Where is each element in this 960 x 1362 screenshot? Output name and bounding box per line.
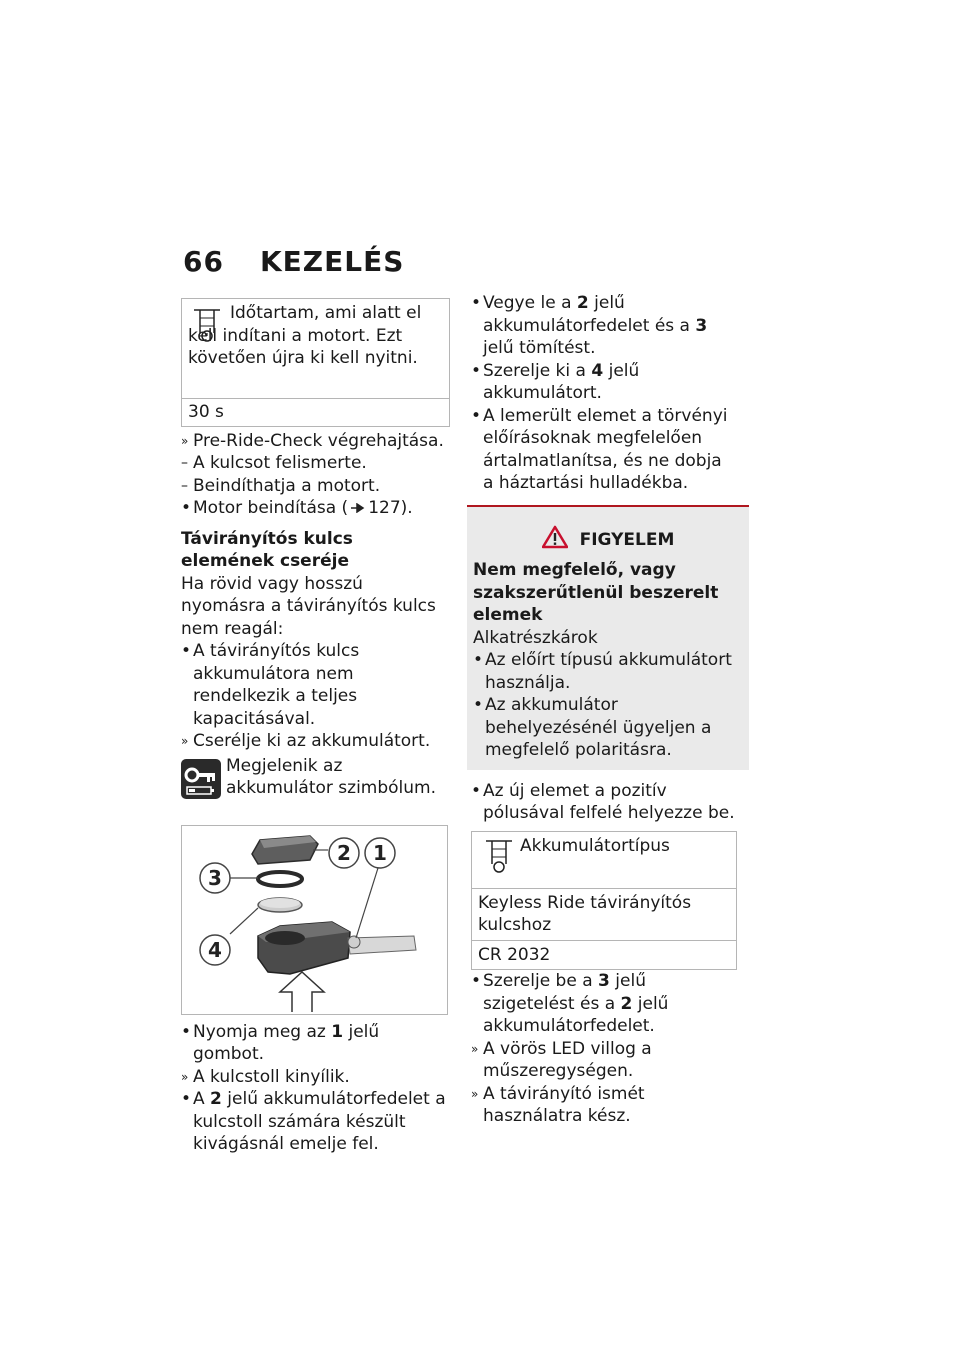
leader-line-1 [356, 868, 378, 938]
list-item: » Pre-Ride-Check végrehajtása. [181, 430, 444, 451]
warning-triangle-icon [542, 525, 568, 549]
callout-1 [365, 838, 395, 868]
battery-symbol-row [181, 755, 450, 803]
key-battery-symbol-icon [181, 759, 221, 799]
section-heading: Távirányítós kulcs elemének cseréje [181, 528, 353, 571]
callout-4 [200, 935, 230, 965]
callout-3 [200, 863, 230, 893]
list-item: – A kulcsot felismerte. [181, 453, 367, 473]
list-item: • Nyomja meg az 1 jelű gombot. [181, 1021, 380, 1064]
steps-list-1 [181, 430, 450, 520]
list-item: » A távirányító ismét használatra kész. [471, 1083, 645, 1126]
battery-compartment [265, 931, 305, 945]
key-exploded-diagram [182, 826, 447, 1014]
svg-text:2: 2 [337, 840, 351, 865]
list-item: • A 2 jelű akkumulátorfedelet a kulcstoll számára készült kivágásnál emelje fel. [181, 1089, 446, 1154]
list-item: • A távirányítós kulcs akkumulátora nem rendelkezik a teljes kapacitásával. [181, 641, 360, 729]
right-column [471, 292, 737, 1128]
list-item: • Motor beindítása ( 127). [181, 498, 413, 518]
svg-text:4: 4 [208, 937, 222, 962]
warning-subtitle: Nem megfelelő, vagy szakszerűtlenül beszerelt elemek [473, 560, 719, 625]
list-item: • Az akkumulátor behelyezésénél ügyeljen a megfelelő polaritásra. [473, 695, 712, 760]
battery-type-spec-table [471, 831, 737, 971]
page-number: 66 [183, 245, 224, 278]
stopwatch-icon [484, 838, 514, 874]
coin-battery-top [260, 898, 300, 908]
steps-list-5 [471, 970, 737, 1128]
battery-type-label: Keyless Ride távirányítós kulcshoz [472, 888, 736, 940]
duration-description: Időtartam, ami alatt el kell indítani a motort. Ezt követően újra ki kell nyitni. [188, 303, 422, 368]
battery-type-title: Akkumulátortípus [520, 835, 670, 856]
warning-consequence: Alkatrészkárok [473, 627, 598, 648]
section-title: KEZELÉS [259, 245, 405, 278]
callout-2 [329, 838, 359, 868]
svg-text:1: 1 [373, 840, 387, 865]
left-column [181, 298, 450, 1156]
svg-text:3: 3 [208, 865, 222, 890]
warning-title: FIGYELEM [579, 529, 675, 550]
duration-spec-table [181, 298, 450, 427]
duration-value: 30 s [182, 398, 449, 426]
insertion-arrow [280, 972, 324, 1012]
steps-list-4 [471, 292, 737, 495]
battery-symbol-text: Megjelenik az akkumulátor szimbólum. [226, 755, 437, 798]
intro-text: Ha rövid vagy hosszú nyomásra a távirányítós kulcs nem reagál: [181, 573, 436, 639]
list-item: » A kulcstoll kinyílik. [181, 1066, 350, 1087]
list-item: • Az új elemet a pozitív pólusával felfelé helyezze be. [471, 780, 735, 823]
page-header [183, 245, 404, 278]
battery-type-title-row [472, 832, 736, 888]
list-item: » Cserélje ki az akkumulátort. [181, 731, 431, 751]
list-item: • Az előírt típusú akkumulátort használja. [473, 650, 732, 693]
steps-list-3 [181, 1021, 450, 1156]
seal-ring [258, 872, 302, 886]
list-item: • Szerelje ki a 4 jelű akkumulátort. [471, 360, 640, 403]
list-item: • A lemerült elemet a törvényi előírásoknak megfelelően ártalmatlanítsa, és ne dobja a háztartási hulladékba. [471, 405, 728, 493]
warning-title-row [473, 521, 743, 552]
list-item: » A vörös LED villog a műszeregységen. [471, 1038, 652, 1081]
leader-line-4 [230, 908, 258, 934]
page-reference[interactable]: 127 [368, 498, 401, 518]
steps-list-2 [181, 640, 450, 753]
battery-type-value: CR 2032 [472, 940, 736, 970]
list-item: – Beindíthatja a motort. [181, 475, 381, 496]
stopwatch-icon [192, 307, 222, 343]
key-battery-figure [181, 825, 448, 1015]
release-button [348, 936, 360, 948]
warning-box [467, 505, 749, 770]
list-item: • Vegye le a 2 jelű akkumulátorfedelet és a 3 jelű tömítést. [471, 293, 708, 358]
page-reference-arrow-icon [351, 503, 365, 513]
list-item: • Szerelje be a 3 jelű szigetelést és a 2 jelű akkumulátorfedelet. [471, 971, 669, 1036]
